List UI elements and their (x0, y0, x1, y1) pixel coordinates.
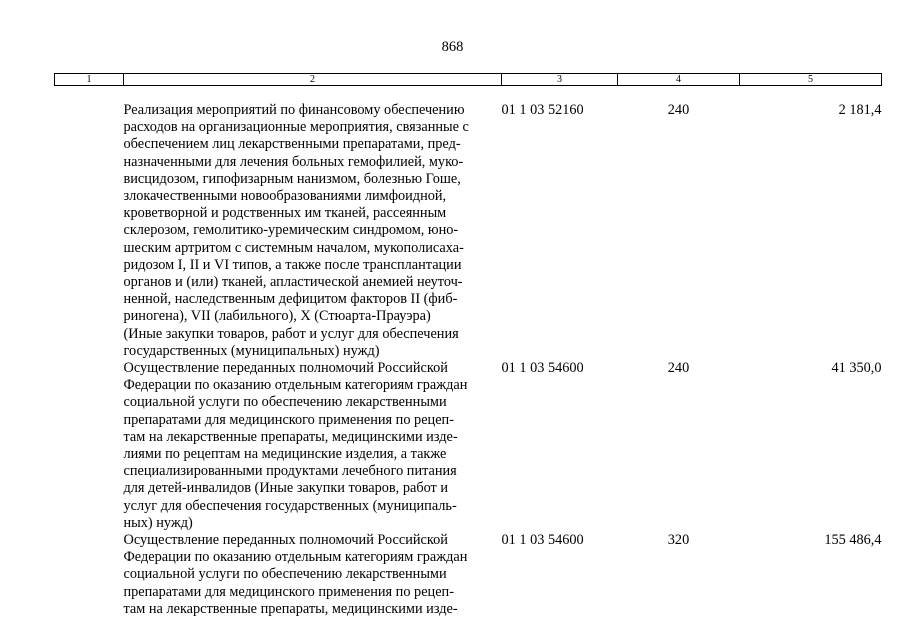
column-header-3: 3 (502, 74, 618, 86)
table-body (55, 86, 882, 619)
row-index-cell (55, 86, 124, 361)
budget-table (54, 73, 882, 618)
column-header-4: 4 (618, 74, 740, 86)
row-target-code: 01 1 03 54600 (501, 360, 584, 377)
row-expense-type: 320 (667, 532, 690, 549)
row-expense-type: 240 (667, 102, 690, 118)
page-number: 868 (441, 39, 464, 55)
row-amount: 2 181,4 (838, 102, 882, 118)
column-header-2: 2 (124, 74, 502, 86)
column-number-row (55, 74, 882, 86)
table-row (55, 86, 882, 361)
table-header (55, 74, 882, 86)
row-description: Осуществление переданных полномочий Российской Федерации по оказанию отдельным категориям граждан социальной услуги по обеспечению лекарственными препаратами для медицинского применения по рецеп- там на лекарственные препараты, медицинскими изде- (123, 532, 468, 617)
row-description: Осуществление переданных полномочий Российской Федерации по оказанию отдельным категориям граждан социальной услуги по обеспечению лекарственными препаратами для медицинского применения по рецеп- там на лекарственные препараты, медицинскими изде- лиями по рецептам на медицинские изделия, а также специализированными продуктами лечебного питания для детей-инвалидов (Иные закупки товаров, работ и услуг для обеспечения государственных (муниципаль- ных) нужд) (123, 360, 468, 531)
row-index-cell (55, 532, 124, 618)
row-target-code: 01 1 03 52160 (501, 102, 584, 118)
column-header-1: 1 (55, 74, 124, 86)
row-amount: 155 486,4 (824, 532, 882, 549)
table-row (55, 532, 882, 618)
row-description: Реализация мероприятий по финансовому обеспечению расходов на организационные мероприятия, связанные с обеспечением лиц лекарственными препаратами, пред- назначенными для лечения больных гемофилией, муко- висцидозом, гипофизарным нанизмом, болезнью Гоше, злокачественными новообразованиями лимфоидной, кроветворной и родственных им тканей, рассеянным склерозом, гемолитико-уремическим синдромом, юно- шеским артритом с системным началом, мукополисаха- ридозом I, II и VI типов, а также после трансплантации органов и (или) тканей, апластической анемией неуточ- ненной, наследственным дефицитом факторов II (фиб- риногена), VII (лабильного), X (Стюарта-Прауэра) (Иные закупки товаров, работ и услуг для обеспечения государственных (муниципальных) нужд) (123, 102, 469, 359)
table-row (55, 360, 882, 532)
row-amount: 41 350,0 (831, 360, 882, 377)
row-target-code: 01 1 03 54600 (501, 532, 584, 549)
column-header-5: 5 (740, 74, 882, 86)
row-expense-type: 240 (667, 360, 690, 377)
row-index-cell (55, 360, 124, 532)
